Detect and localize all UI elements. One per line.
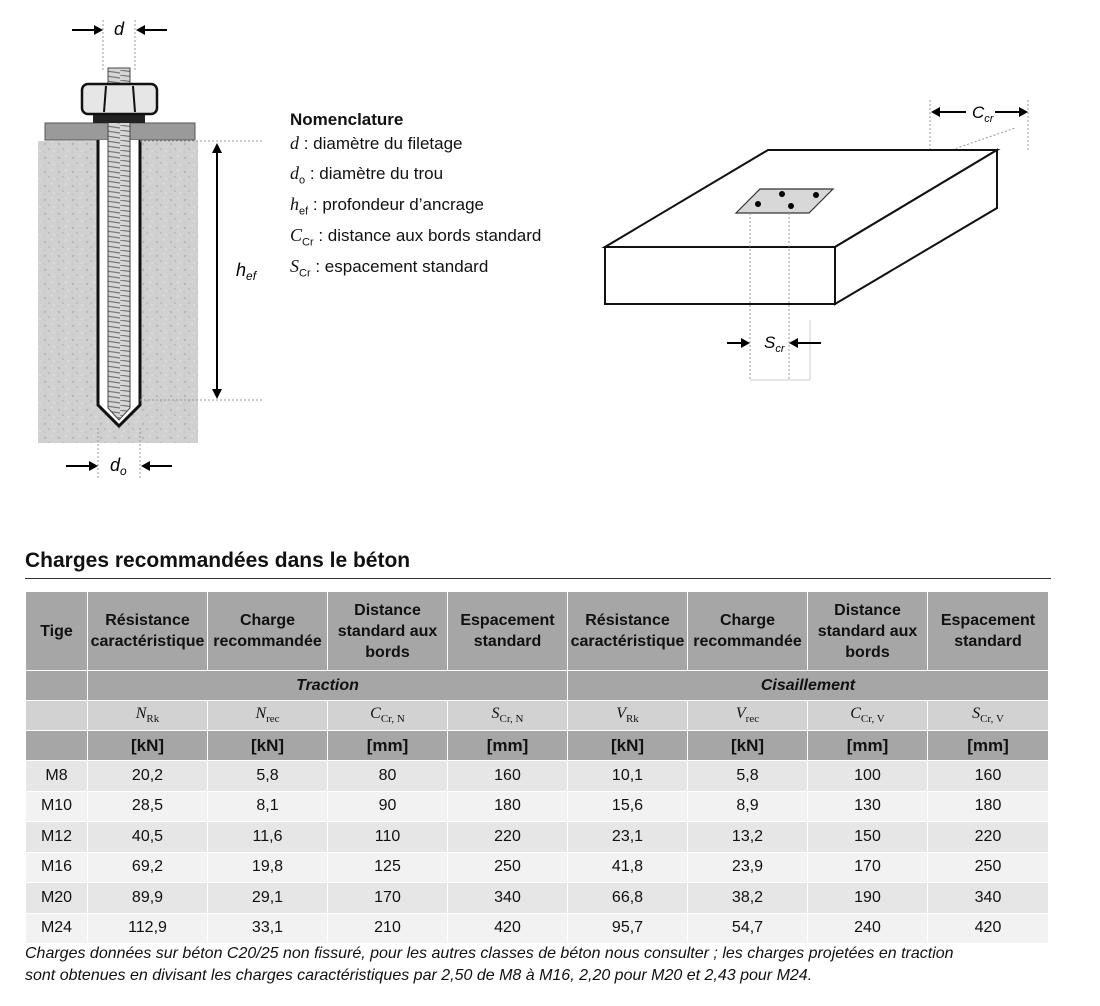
header-tige: Tige	[26, 592, 88, 671]
value-cell: 80	[328, 761, 448, 792]
group-row	[26, 671, 1049, 701]
table-row	[26, 883, 1049, 914]
loads-table	[25, 591, 1049, 944]
nomenclature-item: d : diamètre du filetage	[290, 132, 463, 153]
value-cell: 40,5	[88, 822, 208, 853]
header-espacement: Espacement standard	[448, 592, 568, 671]
section-divider	[25, 578, 1051, 579]
symbol-cell: $C_{Cr, N}$	[328, 701, 448, 731]
value-cell: 112,9	[88, 913, 208, 944]
value-cell: 90	[328, 791, 448, 822]
value-cell: 5,8	[688, 761, 808, 792]
value-cell: 210	[328, 913, 448, 944]
unit-cell: [kN]	[688, 731, 808, 761]
anchor-point	[788, 203, 794, 209]
symbol-cell: $V_{rec}$	[688, 701, 808, 731]
value-cell: 125	[328, 852, 448, 883]
tige-cell: M10	[26, 791, 88, 822]
anchor-point	[813, 192, 819, 198]
value-cell: 29,1	[208, 883, 328, 914]
nomenclature-title: Nomenclature	[290, 110, 404, 129]
anchor-bolt-diagram	[0, 0, 280, 510]
unit-row	[26, 731, 1049, 761]
nomenclature-item: $h_{ef}$ : profondeur d’ancrage	[290, 194, 484, 218]
value-cell: 160	[928, 761, 1049, 792]
value-cell: 220	[928, 822, 1049, 853]
header-row	[26, 592, 1049, 671]
washer	[93, 114, 145, 123]
nomenclature-item: $C_{Cr}$ : distance aux bords standard	[290, 225, 542, 249]
label-d: d	[114, 19, 125, 39]
value-cell: 190	[808, 883, 928, 914]
header-distance: Distance standard aux bords	[328, 592, 448, 671]
value-cell: 170	[328, 883, 448, 914]
value-cell: 250	[448, 852, 568, 883]
table-row	[26, 852, 1049, 883]
value-cell: 8,1	[208, 791, 328, 822]
symbol-cell: $V_{Rk}$	[568, 701, 688, 731]
value-cell: 340	[928, 883, 1049, 914]
section-title: Charges recommandées dans le béton	[25, 549, 411, 572]
unit-cell: [kN]	[208, 731, 328, 761]
tige-cell: M20	[26, 883, 88, 914]
value-cell: 5,8	[208, 761, 328, 792]
label-hef: $h_{ef}$	[236, 260, 257, 283]
value-cell: 150	[808, 822, 928, 853]
value-cell: 180	[448, 791, 568, 822]
footnote-line: sont obtenues en divisant les charges caractéristiques par 2,50 de M8 à M16, 2,20 pour M20 et 2,43 pour M24.	[25, 967, 813, 984]
nomenclature-item: $d_o$ : diamètre du trou	[290, 163, 444, 187]
footnote-line: Charges données sur béton C20/25 non fissuré, pour les autres classes de béton nous consulter ; les charges projetées en traction	[25, 945, 954, 962]
tige-cell: M12	[26, 822, 88, 853]
value-cell: 100	[808, 761, 928, 792]
value-cell: 340	[448, 883, 568, 914]
label-scr: $S_{cr}$	[764, 333, 785, 355]
value-cell: 250	[928, 852, 1049, 883]
header-resistance: Résistance caractéristique	[88, 592, 208, 671]
unit-cell: [kN]	[568, 731, 688, 761]
table-row	[26, 791, 1049, 822]
anchor-point	[779, 191, 785, 197]
symbol-cell: $C_{Cr, V}$	[808, 701, 928, 731]
unit-cell: [kN]	[88, 731, 208, 761]
tige-cell: M24	[26, 913, 88, 944]
symbol-row	[26, 701, 1049, 731]
table-row	[26, 913, 1049, 944]
value-cell: 11,6	[208, 822, 328, 853]
footnote	[25, 943, 1065, 987]
group-cisaillement: Cisaillement	[568, 671, 1049, 701]
value-cell: 13,2	[688, 822, 808, 853]
unit-cell: [mm]	[448, 731, 568, 761]
header-charge: Charge recommandée	[208, 592, 328, 671]
concrete-slab-diagram	[590, 90, 1050, 390]
value-cell: 15,6	[568, 791, 688, 822]
symbol-cell: $S_{Cr, N}$	[448, 701, 568, 731]
unit-cell: [mm]	[328, 731, 448, 761]
unit-cell: [mm]	[808, 731, 928, 761]
header-charge: Charge recommandée	[688, 592, 808, 671]
tige-cell: M8	[26, 761, 88, 792]
value-cell: 240	[808, 913, 928, 944]
tige-cell: M16	[26, 852, 88, 883]
value-cell: 95,7	[568, 913, 688, 944]
header-resistance: Résistance caractéristique	[568, 592, 688, 671]
value-cell: 180	[928, 791, 1049, 822]
value-cell: 41,8	[568, 852, 688, 883]
symbol-cell: $N_{rec}$	[208, 701, 328, 731]
value-cell: 54,7	[688, 913, 808, 944]
value-cell: 38,2	[688, 883, 808, 914]
value-cell: 28,5	[88, 791, 208, 822]
table-row	[26, 822, 1049, 853]
value-cell: 20,2	[88, 761, 208, 792]
value-cell: 89,9	[88, 883, 208, 914]
value-cell: 420	[928, 913, 1049, 944]
slab-front	[605, 247, 835, 304]
value-cell: 10,1	[568, 761, 688, 792]
value-cell: 8,9	[688, 791, 808, 822]
table-row	[26, 761, 1049, 792]
nomenclature	[290, 108, 541, 286]
nomenclature-item: $S_{Cr}$ : espacement standard	[290, 256, 489, 280]
value-cell: 23,9	[688, 852, 808, 883]
value-cell: 69,2	[88, 852, 208, 883]
value-cell: 220	[448, 822, 568, 853]
header-distance: Distance standard aux bords	[808, 592, 928, 671]
group-traction: Traction	[88, 671, 568, 701]
value-cell: 23,1	[568, 822, 688, 853]
unit-cell: [mm]	[928, 731, 1049, 761]
value-cell: 33,1	[208, 913, 328, 944]
label-ccr: $C_{cr}$	[972, 103, 994, 125]
header-espacement: Espacement standard	[928, 592, 1049, 671]
anchor-point	[755, 201, 761, 207]
label-do: $d_o$	[110, 455, 127, 478]
value-cell: 19,8	[208, 852, 328, 883]
value-cell: 66,8	[568, 883, 688, 914]
value-cell: 130	[808, 791, 928, 822]
hex-nut	[82, 84, 157, 114]
value-cell: 110	[328, 822, 448, 853]
symbol-cell: $N_{Rk}$	[88, 701, 208, 731]
symbol-cell: $S_{Cr, V}$	[928, 701, 1049, 731]
value-cell: 160	[448, 761, 568, 792]
value-cell: 170	[808, 852, 928, 883]
value-cell: 420	[448, 913, 568, 944]
